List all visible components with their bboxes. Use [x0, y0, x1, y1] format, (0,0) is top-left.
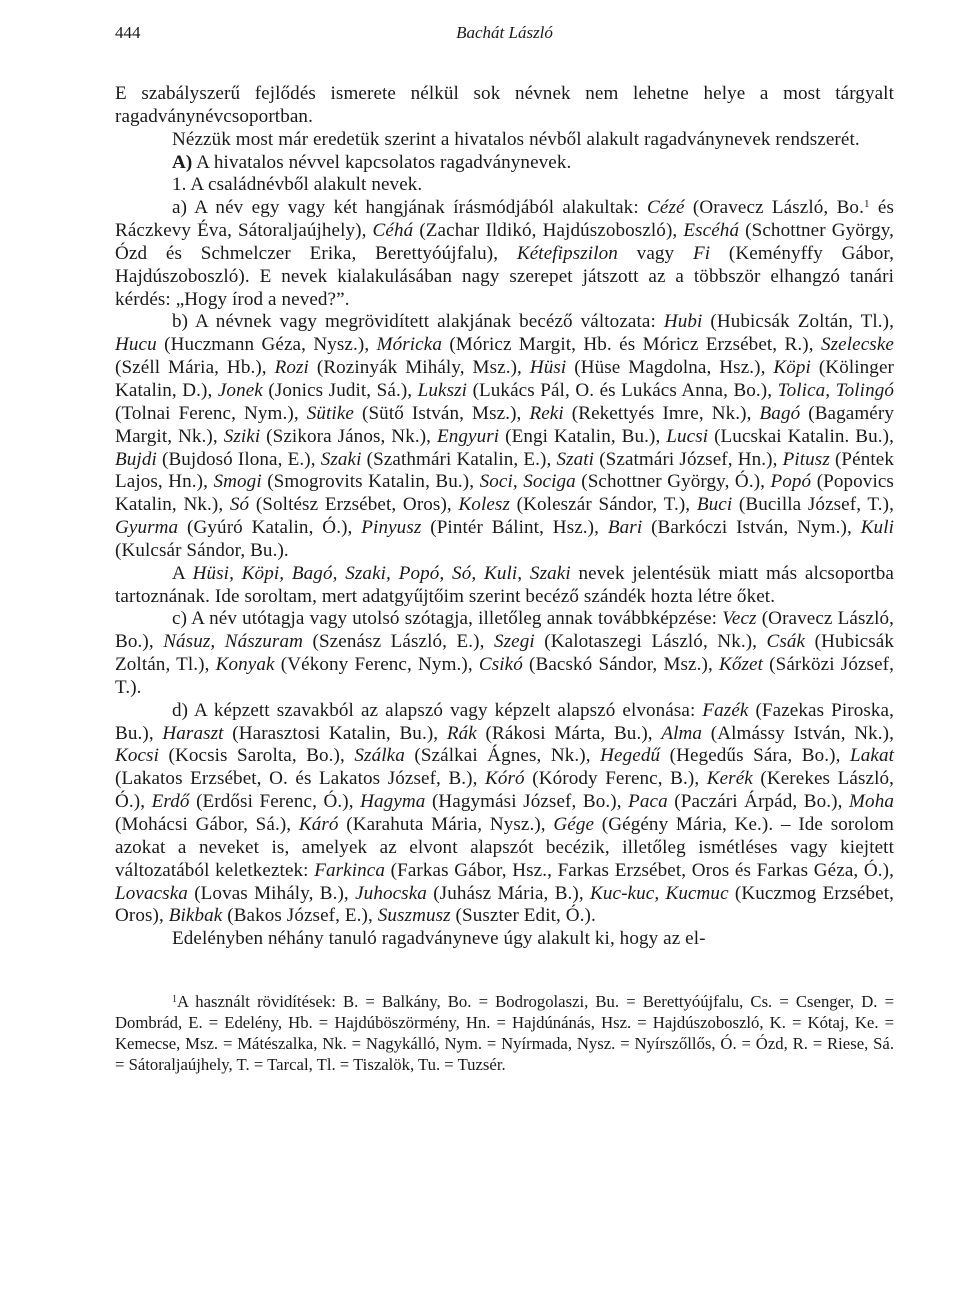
- italic-term: Jonek: [217, 379, 263, 401]
- text-run: (Keményffy Gábor, Hajdúszoboszló). E nevek kialakulásában nagy szerepet játszott az a többször elhangzó tanári kérdés: „Hogy írod a neved?”.: [115, 242, 894, 310]
- text-run: (Bucilla József, T.),: [732, 494, 894, 516]
- italic-term: Bujdi: [115, 448, 157, 470]
- text-run: (Farkas Gábor, Hsz., Farkas Erzsébet, Oros és Farkas Géza, Ó.),: [385, 859, 895, 881]
- italic-term: Vecz: [722, 608, 757, 630]
- text-run: (Szikora János, Nk.),: [260, 425, 437, 447]
- italic-term: Csikó: [478, 654, 523, 676]
- text-run: (Rozinyák Mihály, Msz.),: [308, 357, 530, 379]
- text-run: (Kórody Ferenc, B.),: [524, 768, 707, 790]
- italic-term: Móricka: [376, 334, 442, 356]
- text-run: (Hubicsák Zoltán, Tl.),: [115, 631, 895, 676]
- italic-term: Alma: [661, 722, 703, 744]
- page-header: [115, 18, 894, 48]
- text-run: (Lakatos Erzsébet, O. és Lakatos József, B.),: [115, 768, 486, 790]
- italic-term: Moha: [849, 791, 894, 813]
- italic-term: Suszmusz: [377, 905, 451, 927]
- italic-term: Kuc-kuc, Kucmuc: [590, 882, 729, 904]
- italic-term: Szelecske: [820, 334, 894, 356]
- italic-term: Hüsi, Köpi, Bagó, Szaki, Popó, Só, Kuli, Szaki: [192, 562, 571, 584]
- italic-term: Kolesz: [458, 494, 510, 516]
- footnote-text: A használt rövidítések: B. = Balkány, Bo. = Bodrogolaszi, Bu. = Berettyóújfalu, Cs. = Csenger, D. = Dombrád, E. = Edelény, Hb. = Hajdúböszörmény, Hn. = Hajdúnánás, Hsz. = Hajdúszoboszló, K. = Kótaj, Ke. = Kemecse, Msz. = Mátészalka, Nk. = Nagykálló, Nym. = Nyírmada, Nysz. = Nyírszőllős, Ó. = Ózd, R. = Riese, Sá. = Sátoraljaújhely, T. = Tarcal, Tl. = Tiszalök, Tu. = Tuzsér.: [115, 992, 894, 1075]
- italic-term: Lovacska: [115, 882, 188, 904]
- text-run: (Kulcsár Sándor, Bu.).: [115, 539, 289, 561]
- text-run: (Sütő István, Msz.),: [353, 402, 530, 424]
- italic-term: Juhocska: [355, 882, 427, 904]
- italic-term: Soci, Sociga: [479, 471, 576, 493]
- italic-term: Hagyma: [360, 791, 426, 813]
- page-number: 444: [115, 23, 141, 42]
- text-run: (Hegedűs Sára, Bo.),: [660, 745, 850, 767]
- italic-term: Szaki: [320, 448, 362, 470]
- running-title: Bachát László: [456, 23, 553, 42]
- text-run: (Lucskai Katalin. Bu.),: [708, 425, 894, 447]
- text-run: (Bagaméry Margit, Nk.),: [115, 402, 894, 447]
- text-run: (Schottner György, Ó.),: [575, 471, 771, 493]
- text-run: (Kalotaszegi László, Nk.),: [534, 631, 767, 653]
- italic-term: Tolica, Tolingó: [777, 379, 895, 401]
- text-run: E szabályszerű fejlődés ismerete nélkül sok névnek nem lehetne helye a most tárgyalt ragadványnévcsoportban.: [115, 83, 894, 127]
- text-run: (Péntek Lajos, Hn.),: [115, 448, 894, 493]
- italic-term: Rák: [446, 722, 477, 744]
- italic-term: Sütike: [306, 402, 354, 424]
- text-run: (Gégény Mária, Ke.). – Ide sorolom azokat a neveket is, amelyek az elvont alapszót becézik, illetőleg ismétléses vagy kiejtett változatából keletkeztek:: [115, 814, 894, 881]
- italic-term: Rozi: [274, 357, 309, 379]
- text-run: (Juhász Mária, B.),: [426, 882, 591, 904]
- text-run: (Bacskó Sándor, Msz.),: [522, 654, 719, 676]
- italic-term: Násuz, Nászuram: [163, 631, 303, 653]
- text-run: (Rekettyés Imre, Nk.),: [563, 402, 760, 424]
- italic-term: Pitusz: [782, 448, 830, 470]
- text-run: (Móricz Margit, Hb. és Móricz Erzsébet, R.),: [441, 334, 821, 356]
- text-run: (Smogrovits Katalin, Bu.),: [261, 471, 480, 493]
- text-run: (Széll Mária, Hb.),: [115, 357, 275, 379]
- italic-term: Fazék: [702, 699, 749, 721]
- italic-term: Popó: [770, 471, 812, 493]
- italic-term: Gyurma: [115, 517, 179, 539]
- text-run: (Zachar Ildikó, Hajdúszoboszló),: [413, 220, 684, 242]
- italic-term: Sziki: [223, 425, 261, 447]
- text-run: Nézzük most már eredetük szerint a hivatalos névből alakult ragadványnevek rendszerét.: [172, 128, 860, 150]
- text-run: (Huczmann Géza, Nysz.),: [156, 334, 377, 356]
- italic-term: Lukszi: [417, 379, 468, 401]
- text-run: (Jonics Judit, Sá.),: [262, 379, 418, 401]
- text-run: (Gyúró Katalin, Ó.),: [178, 517, 362, 539]
- italic-term: Smogi: [213, 471, 262, 493]
- paragraph: [115, 563, 894, 609]
- text-run: (Popovics Katalin, Nk.),: [115, 471, 894, 516]
- text-run: (Hagymási József, Bo.),: [425, 791, 629, 813]
- italic-term: Kerék: [706, 768, 753, 790]
- text-run: (Hüse Magdolna, Hsz.),: [566, 357, 774, 379]
- paragraph: [115, 197, 894, 311]
- text-run: (Szatmári József, Hn.),: [594, 448, 783, 470]
- italic-term: Hegedű: [600, 745, 661, 767]
- paragraph: [115, 83, 894, 129]
- paragraph: [115, 174, 894, 197]
- text-run: 1. A családnévből alakult nevek.: [172, 174, 423, 196]
- text-run: (Soltész Erzsébet, Oros),: [249, 494, 459, 516]
- text-run: d) A képzett szavakból az alapszó vagy képzelt alapszó elvonása:: [172, 699, 703, 721]
- italic-term: Escéhá: [683, 220, 740, 242]
- text-run: (Fazekas Piroska, Bu.),: [115, 699, 894, 744]
- text-run: (Kuczmog Erzsébet, Oros),: [115, 882, 895, 927]
- text-run: (Hubicsák Zoltán, Tl.),: [702, 311, 894, 333]
- text-run: (Pintér Bálint, Hsz.),: [421, 517, 608, 539]
- italic-term: Paca: [628, 791, 668, 813]
- text-run: (Suszter Edit, Ó.).: [450, 905, 596, 927]
- text-run: (Szálkai Ágnes, Nk.),: [404, 745, 601, 767]
- text-run: (Karahuta Mária, Nysz.),: [338, 814, 554, 835]
- paragraph: [115, 152, 894, 175]
- italic-term: Fi: [692, 242, 711, 264]
- body-text: [115, 83, 894, 951]
- text-run: Edelényben néhány tanuló ragadványneve úgy alakult ki, hogy az el-: [172, 928, 706, 950]
- text-run: (Szenász László, E.),: [303, 631, 494, 653]
- italic-term: Csák: [766, 631, 806, 653]
- text-run: (Oravecz László, Bo.: [684, 197, 864, 219]
- italic-term: Farkinca: [314, 859, 386, 881]
- italic-term: Bagó: [759, 402, 801, 424]
- italic-term: Hucu: [115, 334, 157, 356]
- italic-term: Káró: [298, 814, 339, 835]
- italic-term: Konyak: [215, 654, 275, 676]
- italic-term: Bikbak: [168, 905, 223, 927]
- italic-term: Kuli: [860, 517, 895, 539]
- text-run: (Rákosi Márta, Bu.),: [476, 722, 662, 744]
- text-run: (Engi Katalin, Bu.),: [499, 425, 667, 447]
- text-run: (Bakos József, E.),: [222, 905, 378, 927]
- paragraph: [115, 928, 894, 951]
- paragraph: [115, 311, 894, 562]
- italic-term: Kocsi: [115, 745, 159, 767]
- text-run: b) A névnek vagy megrövidített alakjának becéző változata:: [172, 311, 664, 333]
- italic-term: Köpi: [773, 357, 811, 379]
- text-run: a) A név egy vagy két hangjának írásmódjából alakultak:: [172, 197, 648, 219]
- italic-term: Haraszt: [162, 722, 224, 744]
- italic-term: Kóró: [485, 768, 525, 790]
- italic-term: Gége: [553, 814, 595, 835]
- text-run: (Sárközi József, T.).: [115, 654, 894, 698]
- italic-term: Lucsi: [666, 425, 709, 447]
- text-run: (Mohácsi Gábor, Sá.),: [115, 814, 299, 835]
- section-label: A): [172, 151, 193, 173]
- italic-term: Szegi: [493, 631, 535, 653]
- text-run: (Paczári Árpád, Bo.),: [667, 791, 850, 813]
- italic-term: Bari: [607, 517, 643, 539]
- paragraph: [115, 129, 894, 152]
- text-run: vagy: [617, 242, 693, 264]
- italic-term: Szálka: [354, 745, 405, 767]
- text-run: (Kocsis Sarolta, Bo.),: [159, 745, 355, 767]
- text-run: (Oravecz László, Bo.),: [115, 608, 894, 653]
- italic-term: Cézé: [647, 197, 685, 219]
- text-run: (Almássy István, Nk.),: [702, 722, 895, 744]
- text-run: (Szathmári Katalin, E.),: [361, 448, 557, 470]
- footnotes: [115, 991, 894, 1075]
- text-run: (Lukács Pál, O. és Lukács Anna, Bo.),: [467, 379, 778, 401]
- italic-term: Hubi: [663, 311, 703, 333]
- italic-term: Kétefipszilon: [516, 242, 618, 264]
- text-run: (Tolnai Ferenc, Nym.),: [115, 402, 307, 424]
- text-run: (Harasztosi Katalin, Bu.),: [223, 722, 447, 744]
- italic-term: Hüsi: [529, 357, 567, 379]
- text-run: (Kölinger Katalin, D.),: [115, 357, 894, 401]
- italic-term: Engyuri: [436, 425, 500, 447]
- text-run: A: [172, 562, 193, 584]
- italic-term: Buci: [696, 494, 733, 516]
- footnote: [115, 991, 894, 1075]
- text-run: (Lovas Mihály, B.),: [187, 882, 356, 904]
- text-run: A hivatalos névvel kapcsolatos ragadványnevek.: [192, 151, 572, 173]
- text-run: (Erdősi Ferenc, Ó.),: [189, 791, 361, 813]
- paragraph: [115, 700, 894, 928]
- text-run: (Barkóczi István, Nym.),: [642, 517, 861, 539]
- footnote-reference: 1: [863, 198, 870, 211]
- italic-term: Céhá: [372, 220, 414, 242]
- italic-term: Szati: [556, 448, 595, 470]
- italic-term: Erdő: [151, 791, 190, 813]
- italic-term: Só: [229, 494, 250, 516]
- text-run: és Ráczkevy Éva, Sátoraljaújhely),: [115, 197, 894, 242]
- text-run: (Vékony Ferenc, Nym.),: [274, 654, 479, 676]
- paragraph: [115, 608, 894, 699]
- italic-term: Lakat: [850, 745, 894, 767]
- text-run: (Bujdosó Ilona, E.),: [156, 448, 321, 470]
- text-run: (Schottner György, Ózd és Schmelczer Erika, Berettyóújfalu),: [115, 220, 894, 264]
- text-run: (Kerekes László, Ó.),: [115, 768, 895, 813]
- text-run: c) A név utótagja vagy utolsó szótagja, illetőleg annak továbbképzése:: [172, 608, 723, 630]
- footnote-marker: 1: [172, 994, 177, 1006]
- italic-term: Pinyusz: [361, 517, 422, 539]
- italic-term: Kőzet: [719, 654, 763, 676]
- text-run: (Koleszár Sándor, T.),: [510, 494, 697, 516]
- italic-term: Reki: [529, 402, 564, 424]
- text-run: nevek jelentésük miatt más alcsoportba tartoznának. Ide soroltam, mert adatgyűjtőim szerint becéző szándék hozta létre őket.: [115, 562, 894, 607]
